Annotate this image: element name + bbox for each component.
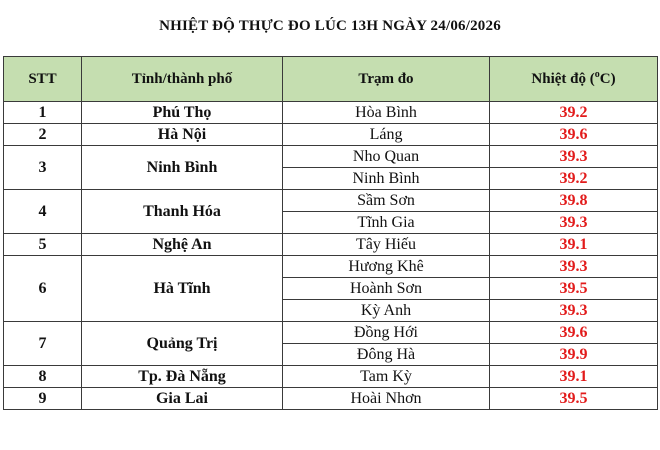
cell-station: Láng [283, 124, 490, 146]
cell-temperature: 39.3 [490, 300, 658, 322]
cell-province: Tp. Đà Nẵng [82, 366, 283, 388]
cell-stt: 2 [4, 124, 82, 146]
degree-symbol: o [594, 68, 600, 80]
header-temperature [490, 57, 658, 102]
cell-station: Tam Kỳ [283, 366, 490, 388]
header-row [4, 57, 658, 102]
table-header [4, 57, 658, 102]
cell-station: Hòa Bình [283, 102, 490, 124]
cell-temperature: 39.5 [490, 278, 658, 300]
cell-temperature: 39.1 [490, 234, 658, 256]
cell-stt: 6 [4, 256, 82, 322]
page-title: NHIỆT ĐỘ THỰC ĐO LÚC 13H NGÀY 24/06/2026 [159, 18, 501, 34]
cell-temperature: 39.1 [490, 366, 658, 388]
cell-station: Ninh Bình [283, 168, 490, 190]
header-temp-suffix: C) [599, 70, 616, 87]
cell-province: Nghệ An [82, 234, 283, 256]
cell-province: Quảng Trị [82, 322, 283, 366]
table-row [4, 146, 658, 168]
table-row [4, 102, 658, 124]
cell-station: Đông Hà [283, 344, 490, 366]
cell-temperature: 39.3 [490, 212, 658, 234]
cell-temperature: 39.6 [490, 124, 658, 146]
cell-stt: 1 [4, 102, 82, 124]
cell-stt: 7 [4, 322, 82, 366]
header-station: Trạm đo [283, 57, 490, 102]
cell-temperature: 39.3 [490, 146, 658, 168]
cell-temperature: 39.2 [490, 168, 658, 190]
table-row [4, 366, 658, 388]
cell-stt: 3 [4, 146, 82, 190]
cell-stt: 9 [4, 388, 82, 410]
table-row [4, 190, 658, 212]
cell-temperature: 39.3 [490, 256, 658, 278]
cell-station: Đồng Hới [283, 322, 490, 344]
cell-temperature: 39.2 [490, 102, 658, 124]
header-province: Tỉnh/thành phố [82, 57, 283, 102]
cell-temperature: 39.9 [490, 344, 658, 366]
cell-province: Gia Lai [82, 388, 283, 410]
cell-province: Hà Tĩnh [82, 256, 283, 322]
cell-province: Phú Thọ [82, 102, 283, 124]
cell-station: Tĩnh Gia [283, 212, 490, 234]
cell-station: Tây Hiếu [283, 234, 490, 256]
table-row [4, 388, 658, 410]
cell-temperature: 39.5 [490, 388, 658, 410]
cell-station: Hoành Sơn [283, 278, 490, 300]
cell-station: Sầm Sơn [283, 190, 490, 212]
cell-stt: 8 [4, 366, 82, 388]
cell-station: Hoài Nhơn [283, 388, 490, 410]
table-body [4, 102, 658, 410]
temperature-table [3, 56, 658, 410]
cell-province: Hà Nội [82, 124, 283, 146]
table-row [4, 256, 658, 278]
cell-temperature: 39.8 [490, 190, 658, 212]
header-temp-prefix: Nhiệt độ ( [531, 70, 595, 87]
cell-stt: 4 [4, 190, 82, 234]
cell-station: Hương Khê [283, 256, 490, 278]
cell-province: Thanh Hóa [82, 190, 283, 234]
table-row [4, 322, 658, 344]
cell-stt: 5 [4, 234, 82, 256]
cell-station: Kỳ Anh [283, 300, 490, 322]
cell-temperature: 39.6 [490, 322, 658, 344]
table-row [4, 234, 658, 256]
cell-province: Ninh Bình [82, 146, 283, 190]
header-stt: STT [4, 57, 82, 102]
cell-station: Nho Quan [283, 146, 490, 168]
table-row [4, 124, 658, 146]
